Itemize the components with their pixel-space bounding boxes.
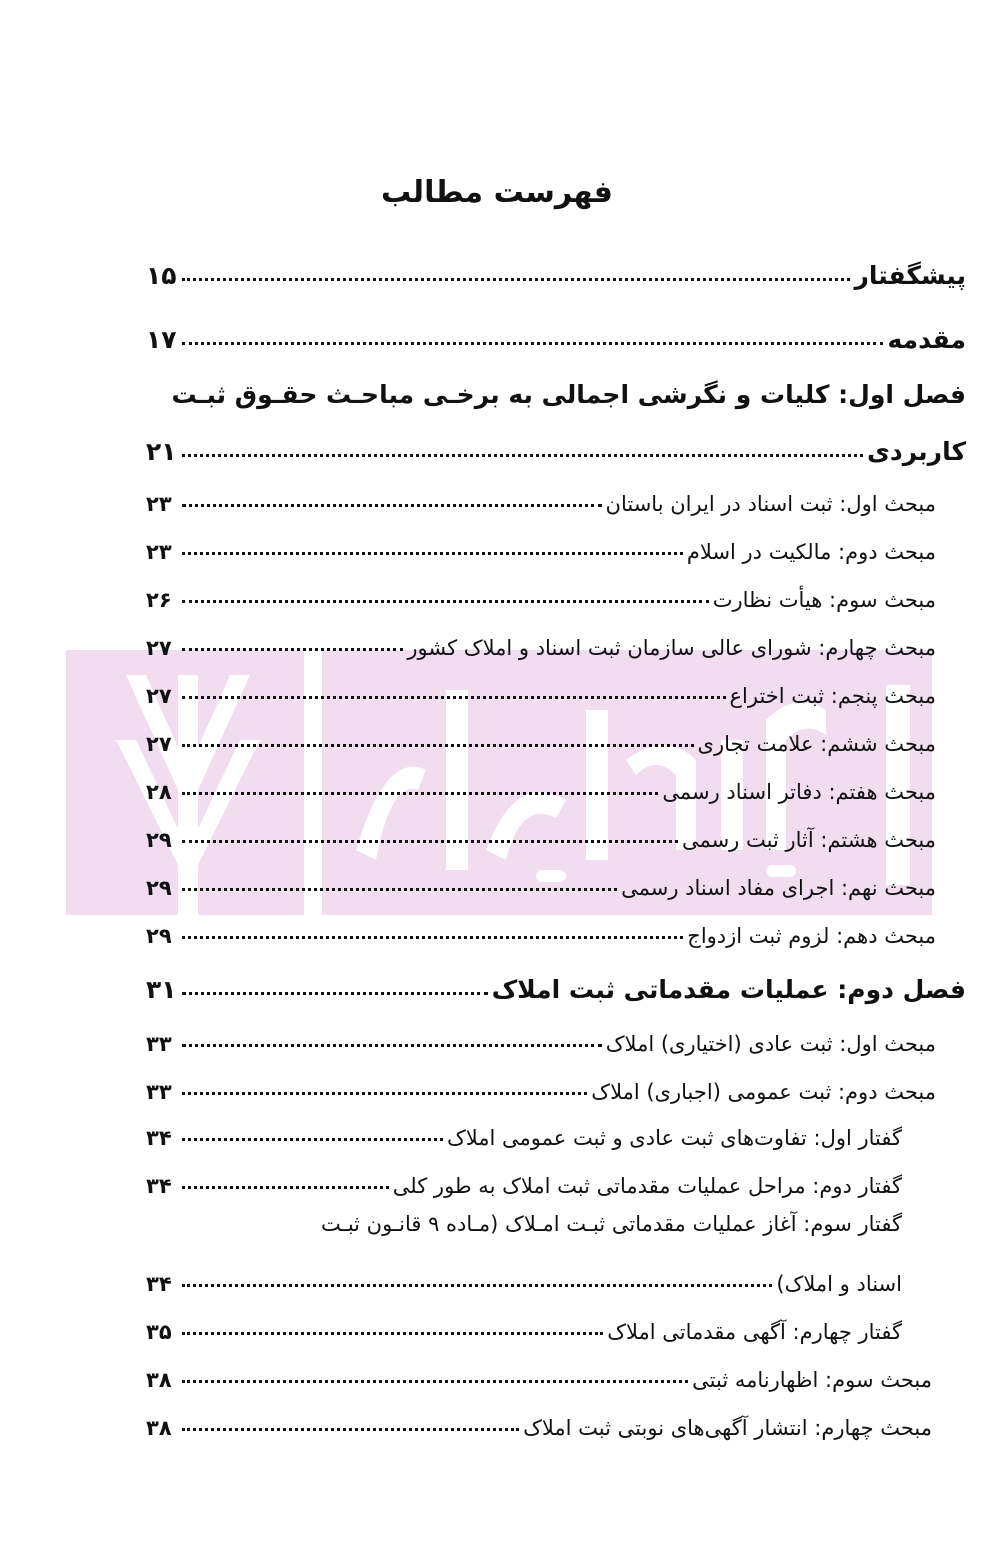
- dot-leader: [182, 696, 726, 699]
- toc-talk3-title-line1[interactable]: [321, 1212, 902, 1236]
- toc-page-number: ۳۱: [146, 975, 177, 1004]
- dot-leader: [182, 936, 683, 939]
- toc-entry-label: مبحث پنجم: ثبت اختراع: [729, 684, 936, 708]
- dot-leader: [182, 454, 863, 457]
- toc-page-number: ۲۷: [146, 732, 172, 756]
- toc-entry-label: مبحث اول: ثبت اسناد در ایران باستان: [605, 492, 936, 516]
- dot-leader: [182, 992, 488, 995]
- toc-entry-introduction[interactable]: [146, 320, 966, 354]
- dot-leader: [182, 1428, 519, 1431]
- toc-entry-section[interactable]: [146, 482, 936, 516]
- dot-leader: [182, 648, 403, 651]
- toc-entry-label: مقدمه: [887, 325, 966, 354]
- toc-entry-chapter2[interactable]: [146, 970, 966, 1004]
- dot-leader: [182, 342, 883, 345]
- toc-entry-section[interactable]: [146, 1022, 936, 1056]
- toc-page-number: ۲۹: [146, 828, 172, 852]
- toc-chapter1-title-line1[interactable]: [171, 380, 966, 409]
- toc-entry-section[interactable]: [146, 866, 936, 900]
- toc-entry-label: مبحث هشتم: آثار ثبت رسمی: [681, 828, 936, 852]
- toc-entry-section[interactable]: [146, 818, 936, 852]
- toc-entry-label: گفتار چهارم: آگهی مقدماتی املاک: [607, 1320, 902, 1344]
- toc-entry-section[interactable]: [146, 914, 936, 948]
- toc-entry-label: کاربردی: [867, 437, 966, 466]
- toc-entry-label: مبحث دهم: لزوم ثبت ازدواج: [687, 924, 936, 948]
- toc-entry-label: فصل اول: کلیات و نگرشی اجمالی به برخـی مباحـث حقـوق ثبـت: [171, 380, 966, 409]
- toc-entry-section[interactable]: [146, 770, 936, 804]
- toc-entry-section[interactable]: [146, 626, 936, 660]
- dot-leader: [182, 1044, 602, 1047]
- toc-entry-preface[interactable]: [146, 256, 966, 290]
- toc-page-number: ۳۸: [146, 1416, 172, 1440]
- toc-entry-section[interactable]: [146, 674, 936, 708]
- toc-page-number: ۲۳: [146, 492, 172, 516]
- toc-entry-section[interactable]: [146, 578, 936, 612]
- toc-entry-section[interactable]: [146, 1070, 936, 1104]
- toc-page-number: ۳۴: [146, 1174, 172, 1198]
- toc-entry-label: مبحث دوم: ثبت عمومی (اجباری) املاک: [591, 1080, 936, 1104]
- dot-leader: [182, 744, 694, 747]
- toc-page-number: ۲۹: [146, 876, 172, 900]
- dot-leader: [182, 552, 683, 555]
- toc-page-number: ۱۵: [146, 261, 177, 290]
- toc-page-number: ۳۴: [146, 1126, 172, 1150]
- toc-entry-label: مبحث نهم: اجرای مفاد اسناد رسمی: [621, 876, 936, 900]
- toc-entry-label: مبحث چهارم: انتشار آگهی‌های نوبتی ثبت املاک: [523, 1416, 932, 1440]
- toc-entry-label: گفتار اول: تفاوت‌های ثبت عادی و ثبت عمومی املاک: [446, 1126, 902, 1150]
- dot-leader: [182, 840, 678, 843]
- toc-page-number: ۲۹: [146, 924, 172, 948]
- toc-entry-label: اسناد و املاک): [776, 1272, 902, 1296]
- dot-leader: [182, 600, 709, 603]
- dot-leader: [182, 792, 658, 795]
- dot-leader: [182, 1284, 772, 1287]
- toc-entry-subsection[interactable]: [146, 1164, 902, 1198]
- toc-entry-subsection[interactable]: [146, 1262, 902, 1296]
- dot-leader: [182, 278, 850, 281]
- toc-entry-label: پیشگفتار: [854, 261, 966, 290]
- toc-entry-label: گفتار سوم: آغاز عملیات مقدماتی ثبـت امـلاک (مـاده ۹ قانـون ثبـت: [321, 1212, 902, 1236]
- toc-entry-chapter1[interactable]: [146, 432, 966, 466]
- dot-leader: [182, 888, 617, 891]
- toc-entry-section[interactable]: [146, 530, 936, 564]
- toc-entry-section[interactable]: [146, 722, 936, 756]
- toc-entry-label: مبحث هفتم: دفاتر اسناد رسمی: [662, 780, 936, 804]
- toc-page-number: ۱۷: [146, 325, 177, 354]
- toc-page-number: ۲۸: [146, 780, 172, 804]
- page-title: فهرست مطالب: [381, 175, 613, 210]
- toc-entry-label: فصل دوم: عملیات مقدماتی ثبت املاک: [491, 975, 966, 1004]
- toc-page-number: ۲۳: [146, 540, 172, 564]
- toc-entry-label: مبحث ششم: علامت تجاری: [697, 732, 936, 756]
- toc-entry-label: مبحث دوم: مالکیت در اسلام: [686, 540, 936, 564]
- toc-entry-section[interactable]: [146, 1358, 932, 1392]
- toc-page-number: ۲۷: [146, 636, 172, 660]
- toc-entry-subsection[interactable]: [146, 1116, 902, 1150]
- dot-leader: [182, 1186, 389, 1189]
- toc-page-number: ۳۵: [146, 1320, 172, 1344]
- toc-page-number: ۳۸: [146, 1368, 172, 1392]
- toc-page-number: ۳۴: [146, 1272, 172, 1296]
- toc-entry-section[interactable]: [146, 1406, 932, 1440]
- toc-entry-label: مبحث اول: ثبت عادی (اختیاری) املاک: [605, 1032, 936, 1056]
- dot-leader: [182, 1138, 443, 1141]
- dot-leader: [182, 1092, 587, 1095]
- toc-page-number: ۳۳: [146, 1032, 172, 1056]
- dot-leader: [182, 504, 602, 507]
- toc-entry-subsection[interactable]: [146, 1310, 902, 1344]
- dot-leader: [182, 1380, 688, 1383]
- toc-page-number: ۲۱: [146, 437, 177, 466]
- toc-entry-label: مبحث چهارم: شورای عالی سازمان ثبت اسناد و املاک کشور: [407, 636, 936, 660]
- toc-entry-label: مبحث سوم: اظهارنامه ثبتی: [692, 1368, 932, 1392]
- toc-entry-label: گفتار دوم: مراحل عملیات مقدماتی ثبت املاک به طور کلی: [392, 1174, 902, 1198]
- dot-leader: [182, 1332, 603, 1335]
- toc-page-number: ۲۷: [146, 684, 172, 708]
- toc-entry-label: مبحث سوم: هیأت نظارت: [712, 588, 936, 612]
- toc-page-number: ۳۳: [146, 1080, 172, 1104]
- toc-page-number: ۲۶: [146, 588, 172, 612]
